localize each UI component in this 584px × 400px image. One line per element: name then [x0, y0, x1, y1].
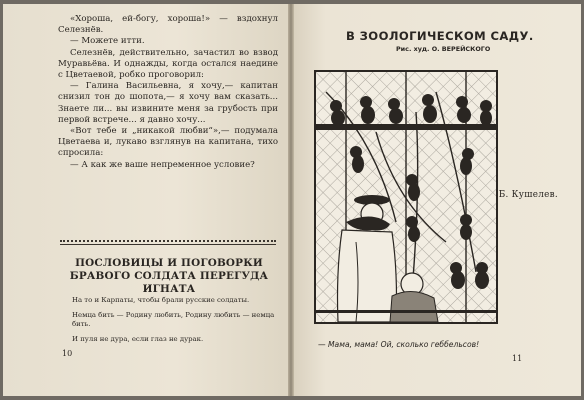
paragraph: — А как же ваше непременное условие? — [70, 159, 255, 170]
proverb: Немца бить — Родину любить, Родину любить — немца бить. — [72, 310, 275, 328]
page-number-right: 11 — [512, 354, 523, 363]
line-divider — [60, 244, 276, 245]
dotted-divider — [60, 240, 276, 242]
illustration-credit: Рис. худ. О. ВЕРЕЙСКОГО — [396, 45, 491, 53]
page-number-left: 10 — [62, 349, 73, 358]
paragraph: — Галина Васильевна, я хочу,— капитан снизил тон до шопота,— я хочу вам сказать... Знаете ли... вы извините меня за грубость при первой встрече... я давно хочу... — [58, 81, 278, 125]
illustration-caption: — Мама, мама! Ой, сколько геббельсов! — [318, 340, 480, 349]
proverbs-list — [72, 296, 282, 349]
book-gutter — [288, 4, 294, 396]
paragraph: — Можете итти. — [70, 36, 145, 47]
zoo-illustration-drawing — [316, 72, 496, 322]
proverb: И пуля не дура, если глаз не дурак. — [72, 334, 204, 343]
story-text — [58, 14, 278, 171]
paragraph: «Вот тебе и „никакой любви“»,— подумала Цветаева и, лукаво взглянув на капитана, тихо спросила: — [58, 126, 278, 159]
paragraph: Селезнёв, действительно, зачастил во взвод Муравьёва. И однажды, когда остался наедине с Цветаевой, робко проговорил: — [58, 47, 278, 81]
section-title: ПОСЛОВИЦЫ И ПОГОВОРКИ БРАВОГО СОЛДАТА ПЕРЕГУДА ИГНАТА — [69, 257, 269, 295]
paragraph: «Хороша, ей-богу, хороша!» — вздохнул Селезнёв. — [58, 14, 278, 36]
proverb: На то и Карпаты, чтобы брали русские солдаты. — [72, 296, 250, 304]
author-signature: Б. Кушелев. — [498, 190, 558, 200]
zoo-illustration — [314, 70, 498, 324]
page-title: В ЗООЛОГИЧЕСКОМ САДУ. — [346, 29, 534, 43]
